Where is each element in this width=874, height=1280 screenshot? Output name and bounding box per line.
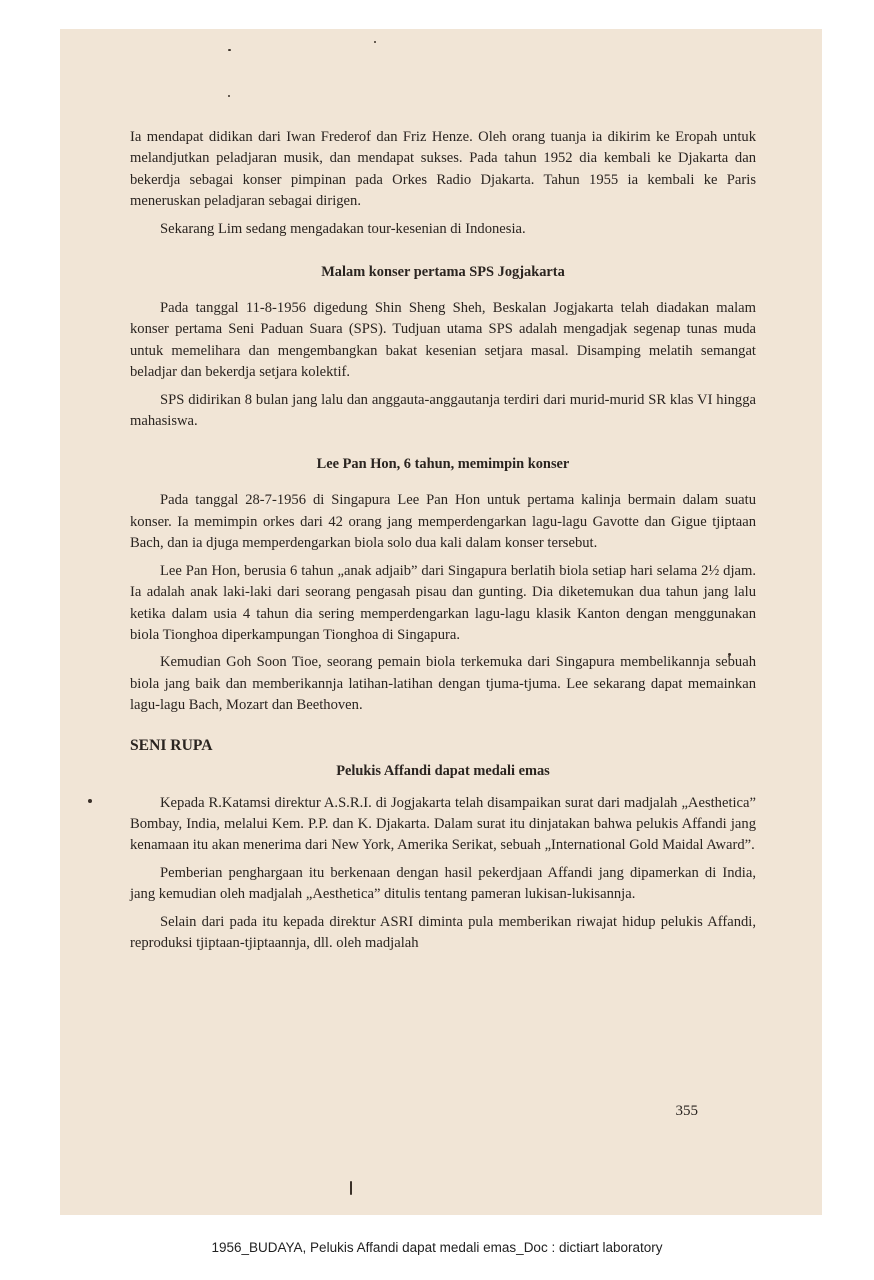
article-paragraph: Kemudian Goh Soon Tioe, seorang pemain biola terkemuka dari Singapura membelikannja sebuah biola jang baik dan memberikannja latihan-latihan dengan tjuma-tjuma. Lee sekarang dapat memainkan lagu-lagu Bach, Mozart dan Beethoven. [130, 654, 756, 714]
article-paragraph: Lee Pan Hon, berusia 6 tahun „anak adjaib” dari Singapura berlatih biola setiap hari selama 2½ djam. Ia adalah anak laki-laki dari seorang pengasah pisau dan gunting. Dia diketemukan dua tahun jang lalu ketika dalam usia 4 tahun dia sering memperdengarkan lagu-lagu klasik Kanton dengan menggunakan biola Tionghoa diperkampungan Tionghoa di Singapura. [130, 562, 756, 643]
article-heading: Pelukis Affandi dapat medali emas [336, 762, 550, 779]
page-number: 355 [675, 1103, 698, 1119]
dust-speck [350, 1181, 352, 1195]
scanned-page [60, 29, 822, 1215]
article-paragraph: Kepada R.Katamsi direktur A.S.R.I. di Jogjakarta telah disampaikan surat dari madjalah „Aesthetica” Bombay, India, melalui Kem. P.P. dan K. Djakarta. Dalam surat itu dinjatakan bahwa pelukis Affandi jang kenamaan itu akan menerima dari New York, Amerika Serikat, sebuah „International Gold Maidal Award”. [130, 794, 756, 854]
image-caption: 1956_BUDAYA, Pelukis Affandi dapat medali emas_Doc : dictiart laboratory [211, 1240, 663, 1255]
section-heading: SENI RUPA [130, 736, 213, 754]
article-body [130, 127, 756, 954]
article-paragraph: Pada tanggal 28-7-1956 di Singapura Lee Pan Hon untuk pertama kalinja bermain dalam suatu konser. Ia memimpin orkes dari 42 orang jang memperdengarkan lagu-lagu Gavotte dan Gigue tjiptaan Bach, dan ia djuga memperdengarkan biola solo dua kali dalam konser tersebut. [130, 492, 756, 552]
article-paragraph: Pada tanggal 11-8-1956 digedung Shin Sheng Sheh, Beskalan Jogjakarta telah diadakan malam konser pertama Seni Paduan Suara (SPS). Tudjuan utama SPS adalah mengadjak segenap tunas muda untuk memelihara dan mengembangkan bakat kesenian setjara masal. Disamping melatih semangat beladjar dan bekerdja setjara kolektif. [130, 300, 756, 381]
article-heading: Lee Pan Hon, 6 tahun, memimpin konser [316, 456, 570, 473]
intro-paragraph: Ia mendapat didikan dari Iwan Frederof dan Friz Henze. Oleh orang tuanja ia dikirim ke Eropah untuk melandjutkan peladjaran musik, dan mendapat sukses. Pada tahun 1952 dia kembali ke Djakarta dan bekerdja sebagai konser pimpinan pada Orkes Radio Djakarta. Tahun 1955 ia kembali ke Paris meneruskan peladjaran sebagai dirigen. [130, 129, 756, 210]
article-heading: Malam konser pertama SPS Jogjakarta [321, 264, 565, 281]
dust-speck [228, 95, 230, 97]
dust-speck [374, 41, 376, 43]
dust-speck [228, 49, 231, 51]
article-paragraph: Pemberian penghargaan itu berkenaan dengan hasil pekerdjaan Affandi jang dipamerkan di India, jang kemudian oleh madjalah „Aesthetica” ditulis tentang pameran lukisan-lukisannja. [130, 864, 756, 903]
dust-speck [88, 799, 92, 803]
article-paragraph: SPS didirikan 8 bulan jang lalu dan anggauta-anggautanja terdiri dari murid-murid SR klas VI hingga mahasiswa. [130, 391, 756, 430]
intro-paragraph: Sekarang Lim sedang mengadakan tour-kesenian di Indonesia. [160, 220, 526, 237]
article-paragraph: Selain dari pada itu kepada direktur ASRI diminta pula memberikan riwajat hidup pelukis Affandi, reproduksi tjiptaan-tjiptaannja, dll. oleh madjalah [130, 913, 756, 951]
